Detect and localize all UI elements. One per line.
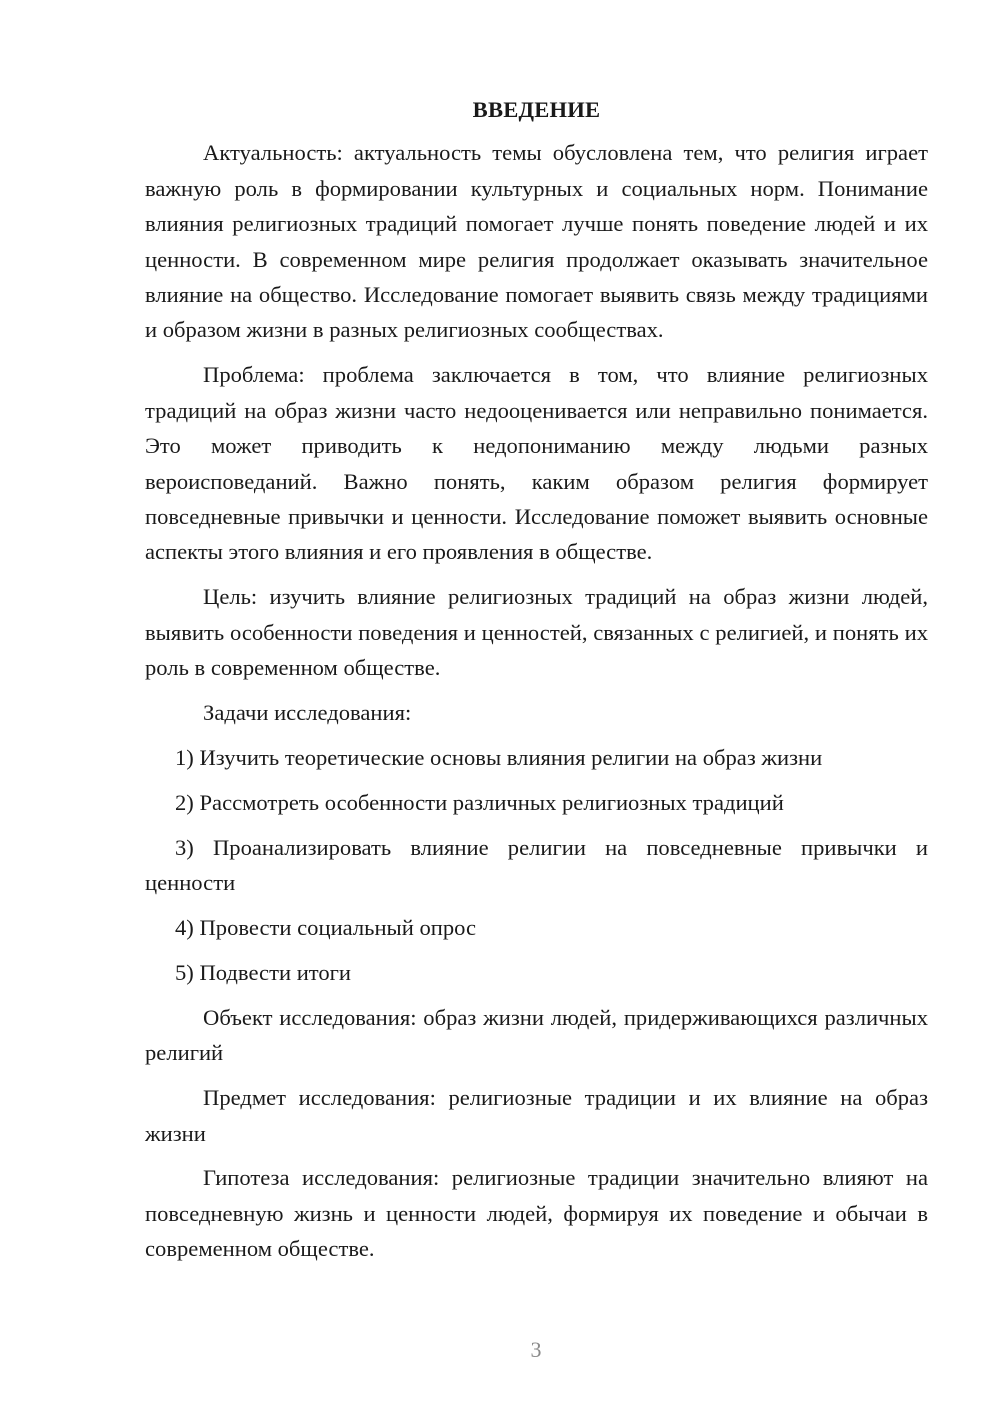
tasks-title: Задачи исследования:: [203, 700, 412, 725]
section-heading: ВВЕДЕНИЕ: [472, 97, 601, 122]
text-area: [145, 92, 928, 1276]
relevance-paragraph: Актуальность: актуальность темы обусловлена тем, что религия играет важную роль в формировании культурных и социальных норм. Понимание влияния религиозных традиций помогает лучше понять поведение людей и их ценности. В современном мире религия продолжает оказывать значительное влияние на общество. Исследование помогает выявить связь между традициями и образом жизни в разных религиозных сообществах.: [145, 140, 928, 343]
task-item: 3) Проанализировать влияние религии на повседневные привычки и ценности: [145, 834, 928, 896]
task-item: 4) Провести социальный опрос: [175, 915, 477, 941]
task-item: 2) Рассмотреть особенности различных религиозных традиций: [175, 789, 784, 815]
page-number: 3: [530, 1337, 542, 1362]
task-item: 1) Изучить теоретические основы влияния религии на образ жизни: [175, 744, 823, 770]
subject-paragraph: Предмет исследования: религиозные традиции и их влияние на образ жизни: [145, 1085, 928, 1146]
object-paragraph: Объект исследования: образ жизни людей, придерживающихся различных религий: [145, 1004, 928, 1066]
hypothesis-paragraph: Гипотеза исследования: религиозные традиции значительно влияют на повседневную жизнь и ценности людей, формируя их поведение и обычаи в современном обществе.: [145, 1165, 928, 1262]
task-item: 5) Подвести итоги: [175, 959, 352, 985]
goal-paragraph: Цель: изучить влияние религиозных традиций на образ жизни людей, выявить особенности поведения и ценностей, связанных с религией, и понять их роль в современном обществе.: [145, 584, 928, 681]
problem-paragraph: Проблема: проблема заключается в том, что влияние религиозных традиций на образ жизни часто недооценивается или неправильно понимается. Это может приводить к недопониманию между людьми разных вероисповеданий. Важно понять, каким образом религия формирует повседневные привычки и ценности. Исследование поможет выявить основные аспекты этого влияния и его проявления в обществе.: [145, 362, 928, 565]
